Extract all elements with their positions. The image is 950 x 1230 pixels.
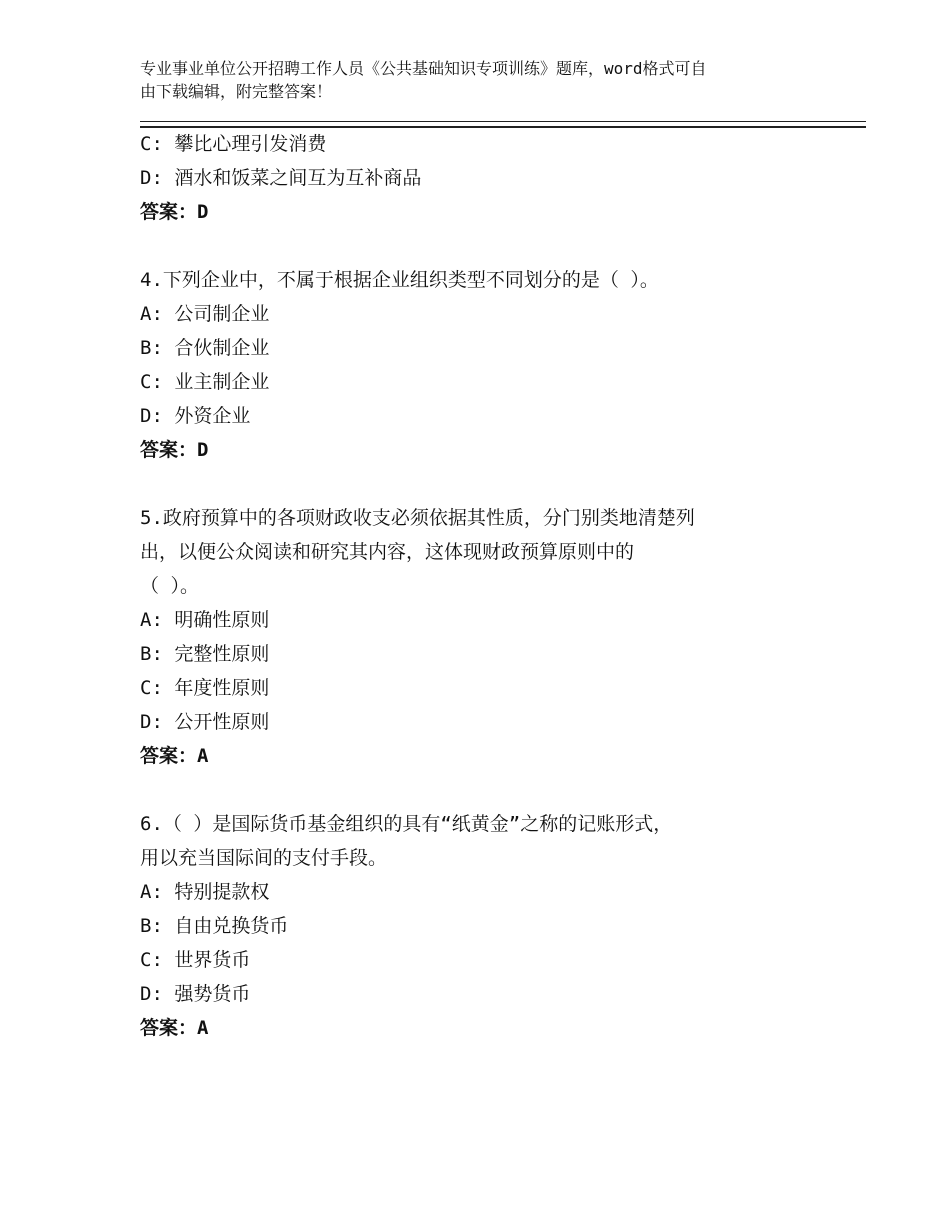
- option-c: C: 攀比心理引发消费: [140, 133, 327, 155]
- option-b: B: 完整性原则: [140, 643, 270, 665]
- question-text-line-1: 5.政府预算中的各项财政收支必须依据其性质，分门别类地清楚列: [140, 507, 695, 529]
- question-5: [140, 501, 790, 773]
- option-c: C: 业主制企业: [140, 371, 270, 393]
- option-c: C: 世界货币: [140, 949, 251, 971]
- question-text-line-1: 6.（ ）是国际货币基金组织的具有“纸黄金”之称的记账形式，: [140, 813, 673, 835]
- page-header: [140, 57, 840, 103]
- answer: 答案：D: [140, 439, 209, 461]
- spacer: [140, 773, 790, 807]
- spacer: [140, 467, 790, 501]
- option-d: D: 强势货币: [140, 983, 251, 1005]
- answer: 答案：A: [140, 745, 209, 767]
- header-line-1: 专业事业单位公开招聘工作人员《公共基础知识专项训练》题库，word格式可自: [140, 59, 707, 78]
- question-3: [140, 127, 790, 229]
- option-b: B: 自由兑换货币: [140, 915, 289, 937]
- option-a: A: 明确性原则: [140, 609, 270, 631]
- question-list: [140, 127, 790, 1045]
- option-d: D: 外资企业: [140, 405, 251, 427]
- question-text-line-2: 出，以便公众阅读和研究其内容，这体现财政预算原则中的: [140, 541, 635, 563]
- header-line-2: 由下载编辑，附完整答案！: [140, 82, 333, 101]
- option-a: A: 特别提款权: [140, 881, 270, 903]
- answer: 答案：D: [140, 201, 209, 223]
- answer: 答案：A: [140, 1017, 209, 1039]
- question-4: [140, 263, 790, 467]
- option-c: C: 年度性原则: [140, 677, 270, 699]
- option-d: D: 酒水和饭菜之间互为互补商品: [140, 167, 422, 189]
- question-6: [140, 807, 790, 1045]
- question-text: 4.下列企业中，不属于根据企业组织类型不同划分的是（ ）。: [140, 269, 659, 291]
- question-text-line-2: 用以充当国际间的支付手段。: [140, 847, 388, 869]
- option-d: D: 公开性原则: [140, 711, 270, 733]
- option-a: A: 公司制企业: [140, 303, 270, 325]
- question-text-line-3: （ ）。: [140, 575, 199, 597]
- option-b: B: 合伙制企业: [140, 337, 270, 359]
- spacer: [140, 229, 790, 263]
